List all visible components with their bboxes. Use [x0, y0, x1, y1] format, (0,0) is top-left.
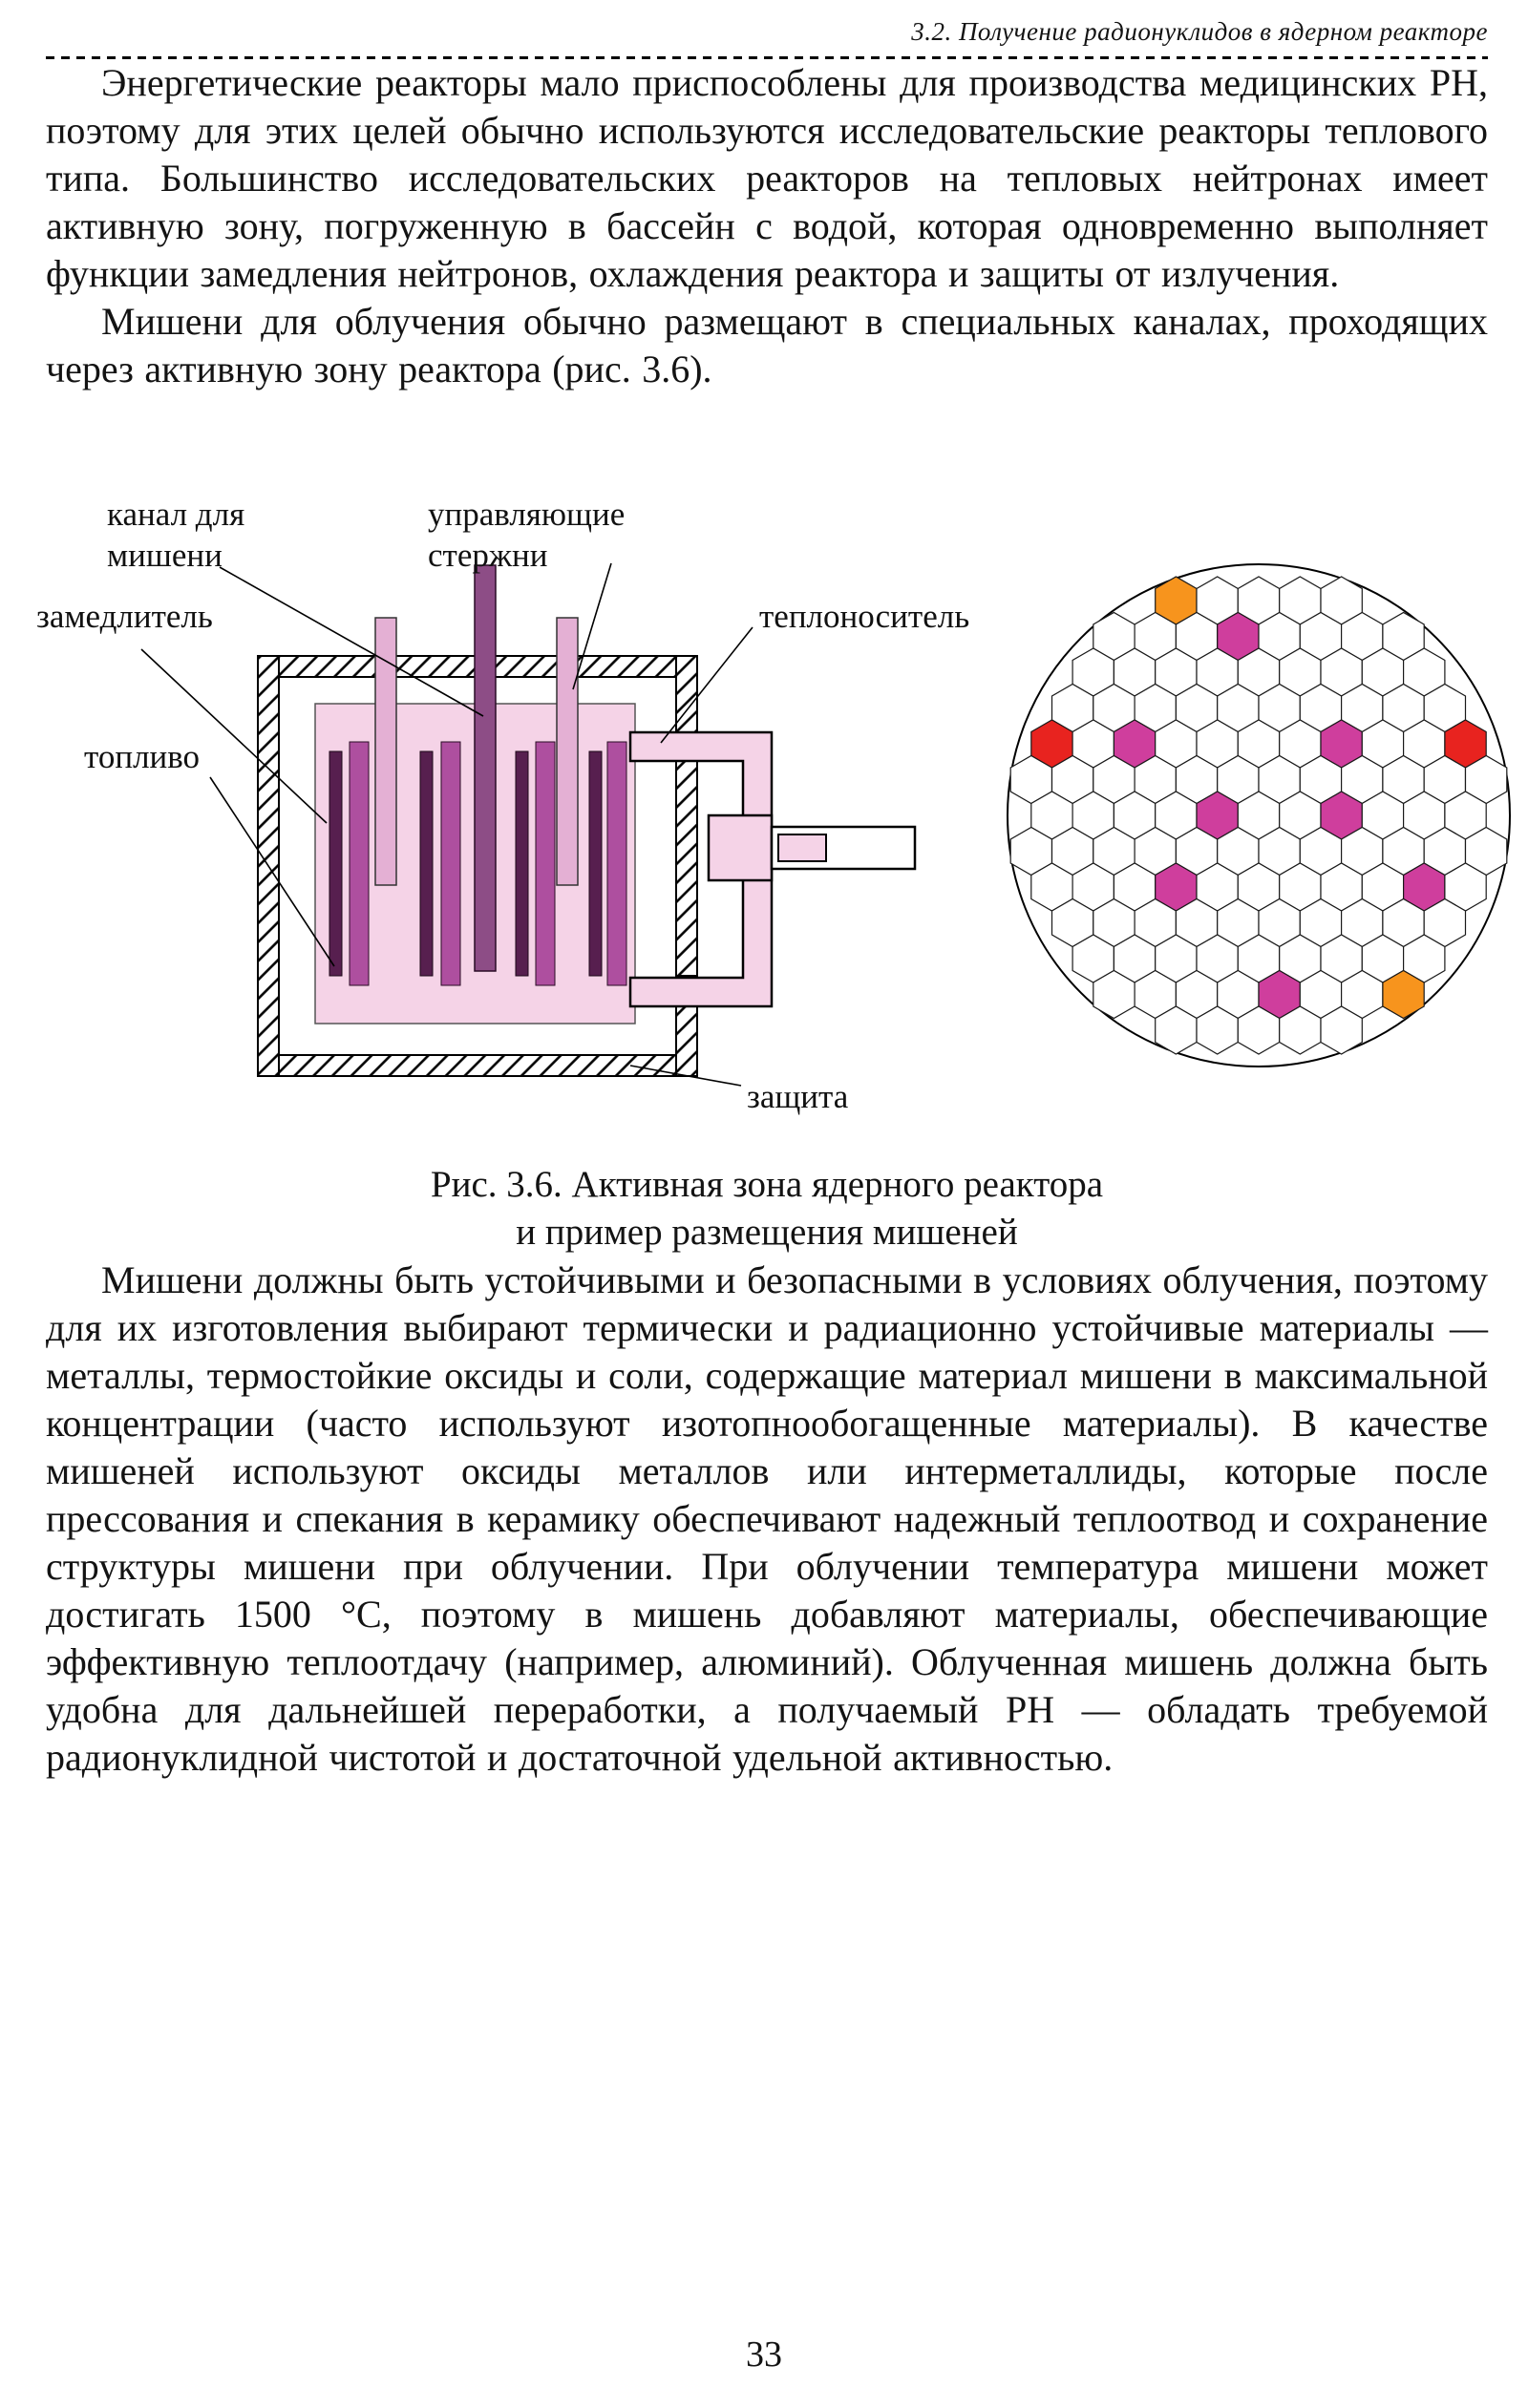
label-target-channel: канал для мишени	[107, 496, 245, 574]
label-coolant: теплоноситель	[759, 598, 970, 635]
paragraph-target-materials: Мишени должны быть устойчивыми и безопасными в условиях облучения, поэтому для их изготовления выбирают термически и радиационно устойчивые материалы — металлы, термостойкие оксиды и соли, содержащие материал мишени в максимальной концентрации (часто используют изотопнообогащенные материалы). В качестве мишеней используют оксиды металлов или интерметаллиды, которые после прессования и спекания в керамику обеспечивают надежный теплоотвод и сохранение структуры мишени при облучении. При облучении температура мишени может достигать 1500 °С, поэтому в мишень добавляют материалы, обеспечивающие эффективную теплоотдачу (например, алюминий). Облученная мишень должна быть удобна для дальнейшей переработки, а получаемый РН — обладать требуемой радионуклидной чистотой и достаточной удельной активностью.	[46, 1258, 1488, 1779]
paragraph-energy-reactors: Энергетические реакторы мало приспособлены для производства медицинских РН, поэтому для этих целей обычно используются исследовательские реакторы теплового типа. Большинство исследовательских реакторов на тепловых нейтронах имеет активную зону, погруженную в бассейн с водой, которая одновременно выполняет функции замедления нейтронов, охлаждения реактора и защиты от излучения.	[46, 61, 1488, 295]
reactor-figure	[0, 460, 1528, 1129]
running-header: 3.2. Получение радионуклидов в ядерном реакторе	[911, 17, 1488, 46]
control-rod-right	[557, 618, 578, 885]
coolant-pipe-block	[709, 815, 772, 880]
page-number: 33	[746, 2334, 782, 2375]
figure-caption-line1: Рис. 3.6. Активная зона ядерного реактора	[430, 1164, 1104, 1205]
label-moderator: замедлитель	[36, 598, 213, 635]
paragraph-targets-channels: Мишени для облучения обычно размещают в специальных каналах, проходящих через активную зону реактора (рис. 3.6).	[46, 300, 1488, 391]
figure-caption	[46, 1161, 1488, 1257]
target-channel-rod	[475, 565, 496, 971]
figure-caption-line2: и пример размещения мишеней	[516, 1212, 1018, 1253]
label-shield: защита	[747, 1078, 849, 1115]
label-fuel: топливо	[84, 738, 201, 775]
label-control-rods: управляющие стержни	[428, 496, 626, 574]
control-rod-left	[375, 618, 396, 885]
coolant-outlet-inner	[778, 834, 826, 861]
